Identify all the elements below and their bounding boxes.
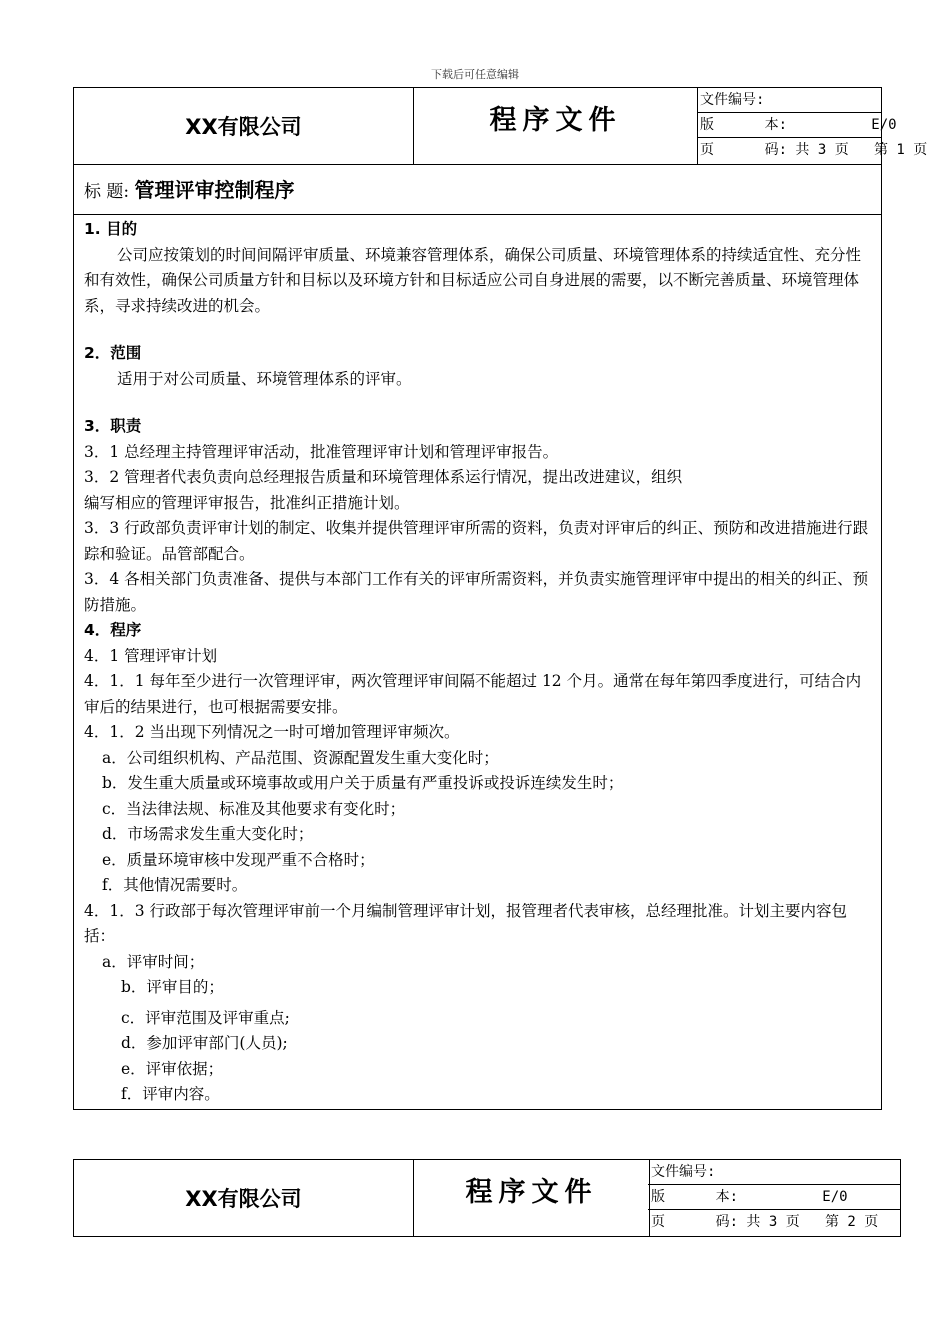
section-1-text: 公司应按策划的时间间隔评审质量、环境兼容管理体系，确保公司质量、环境管理体系的持续适宜性、充分性和有效性，确保公司质量方针和目标以及环境方针和目标适应公司自身进展的需要，以不断完善质量、环境管理体系，寻求持续改进的机会。: [84, 245, 862, 315]
list-item: f．其他情况需要时。: [102, 876, 248, 894]
section-3-heading: 3．职责: [84, 417, 142, 435]
doc-version: 版 本: E/0: [697, 113, 881, 138]
doc-type-title: 程序文件: [414, 1160, 650, 1236]
title-label: 标 题:: [84, 182, 130, 202]
doc-meta: [697, 88, 928, 164]
list-item: a．公司组织机构、产品范围、资源配置发生重大变化时；: [102, 748, 499, 767]
section-3-item-4: 3．4 各相关部门负责准备、提供与本部门工作有关的评审所需资料，并负责实施管理评审中提出的相关的纠正、预防措施。: [84, 570, 869, 614]
doc-number: 文件编号:: [697, 88, 881, 113]
list-item: f．评审内容。: [121, 1085, 220, 1103]
list-item: e．评审依据；: [121, 1059, 224, 1078]
list-item: b．发生重大质量或环境事故或用户关于质量有严重投诉或投诉连续发生时；: [102, 774, 624, 792]
company-name: XX有限公司: [74, 1160, 414, 1236]
doc-header-page2: [73, 1159, 901, 1237]
section-2-text: 适用于对公司质量、环境管理体系的评审。: [117, 369, 412, 388]
section-4-1-1: 4．1．1 每年至少进行一次管理评审，两次管理评审间隔不能超过 12 个月。通常在每年第四季度进行，可结合内审后的结果进行，也可根据需要安排。: [84, 672, 862, 716]
doc-number: 文件编号:: [648, 1160, 900, 1185]
doc-title: 管理评审控制程序: [134, 178, 295, 202]
section-2-heading: 2．范围: [84, 344, 142, 362]
doc-version: 版 本: E/0: [648, 1185, 900, 1210]
section-3-item-3: 3．3 行政部负责评审计划的制定、收集并提供管理评审所需的资料，负责对评审后的纠正、预防和改进措施进行跟踪和验证。品管部配合。: [84, 519, 869, 563]
doc-page: 页 码: 共 3 页 第 2 页: [651, 1214, 879, 1230]
list-item: e．质量环境审核中发现严重不合格时；: [102, 850, 375, 869]
section-4-1-3: 4．1．3 行政部于每次管理评审前一个月编制管理评审计划，报管理者代表审核，总经理批准。计划主要内容包括：: [84, 901, 848, 945]
list-item: b．评审目的；: [121, 978, 224, 996]
section-4-1-2: 4．1．2 当出现下列情况之一时可增加管理评审频次。: [84, 723, 460, 741]
doc-body: [73, 215, 882, 1110]
doc-page: 页 码: 共 3 页 第 1 页: [700, 142, 928, 158]
list-item: a．评审时间；: [102, 952, 205, 971]
section-1-heading: 1. 目的: [84, 220, 138, 238]
doc-meta: [648, 1160, 900, 1236]
company-name: XX有限公司: [74, 88, 414, 164]
section-3-item-2a: 3．2 管理者代表负责向总经理报告质量和环境管理体系运行情况，提出改进建议，组织: [84, 468, 683, 486]
list-item: c．当法律法规、标准及其他要求有变化时；: [102, 799, 406, 818]
list-item: d．参加评审部门(人员);: [121, 1034, 288, 1052]
title-row: [73, 165, 882, 215]
doc-type-title: 程序文件: [414, 88, 698, 164]
section-4-heading: 4．程序: [84, 621, 142, 639]
section-4-1: 4．1 管理评审计划: [84, 646, 218, 665]
section-3-item-1: 3．1 总经理主持管理评审活动，批准管理评审计划和管理评审报告。: [84, 442, 559, 461]
download-note: 下载后可任意编辑: [431, 68, 519, 81]
section-3-item-2b: 编写相应的管理评审报告，批准纠正措施计划。: [84, 493, 410, 512]
doc-header-page1: [73, 87, 928, 165]
list-item: d．市场需求发生重大变化时；: [102, 825, 314, 843]
list-item: c．评审范围及评审重点;: [121, 1008, 290, 1027]
